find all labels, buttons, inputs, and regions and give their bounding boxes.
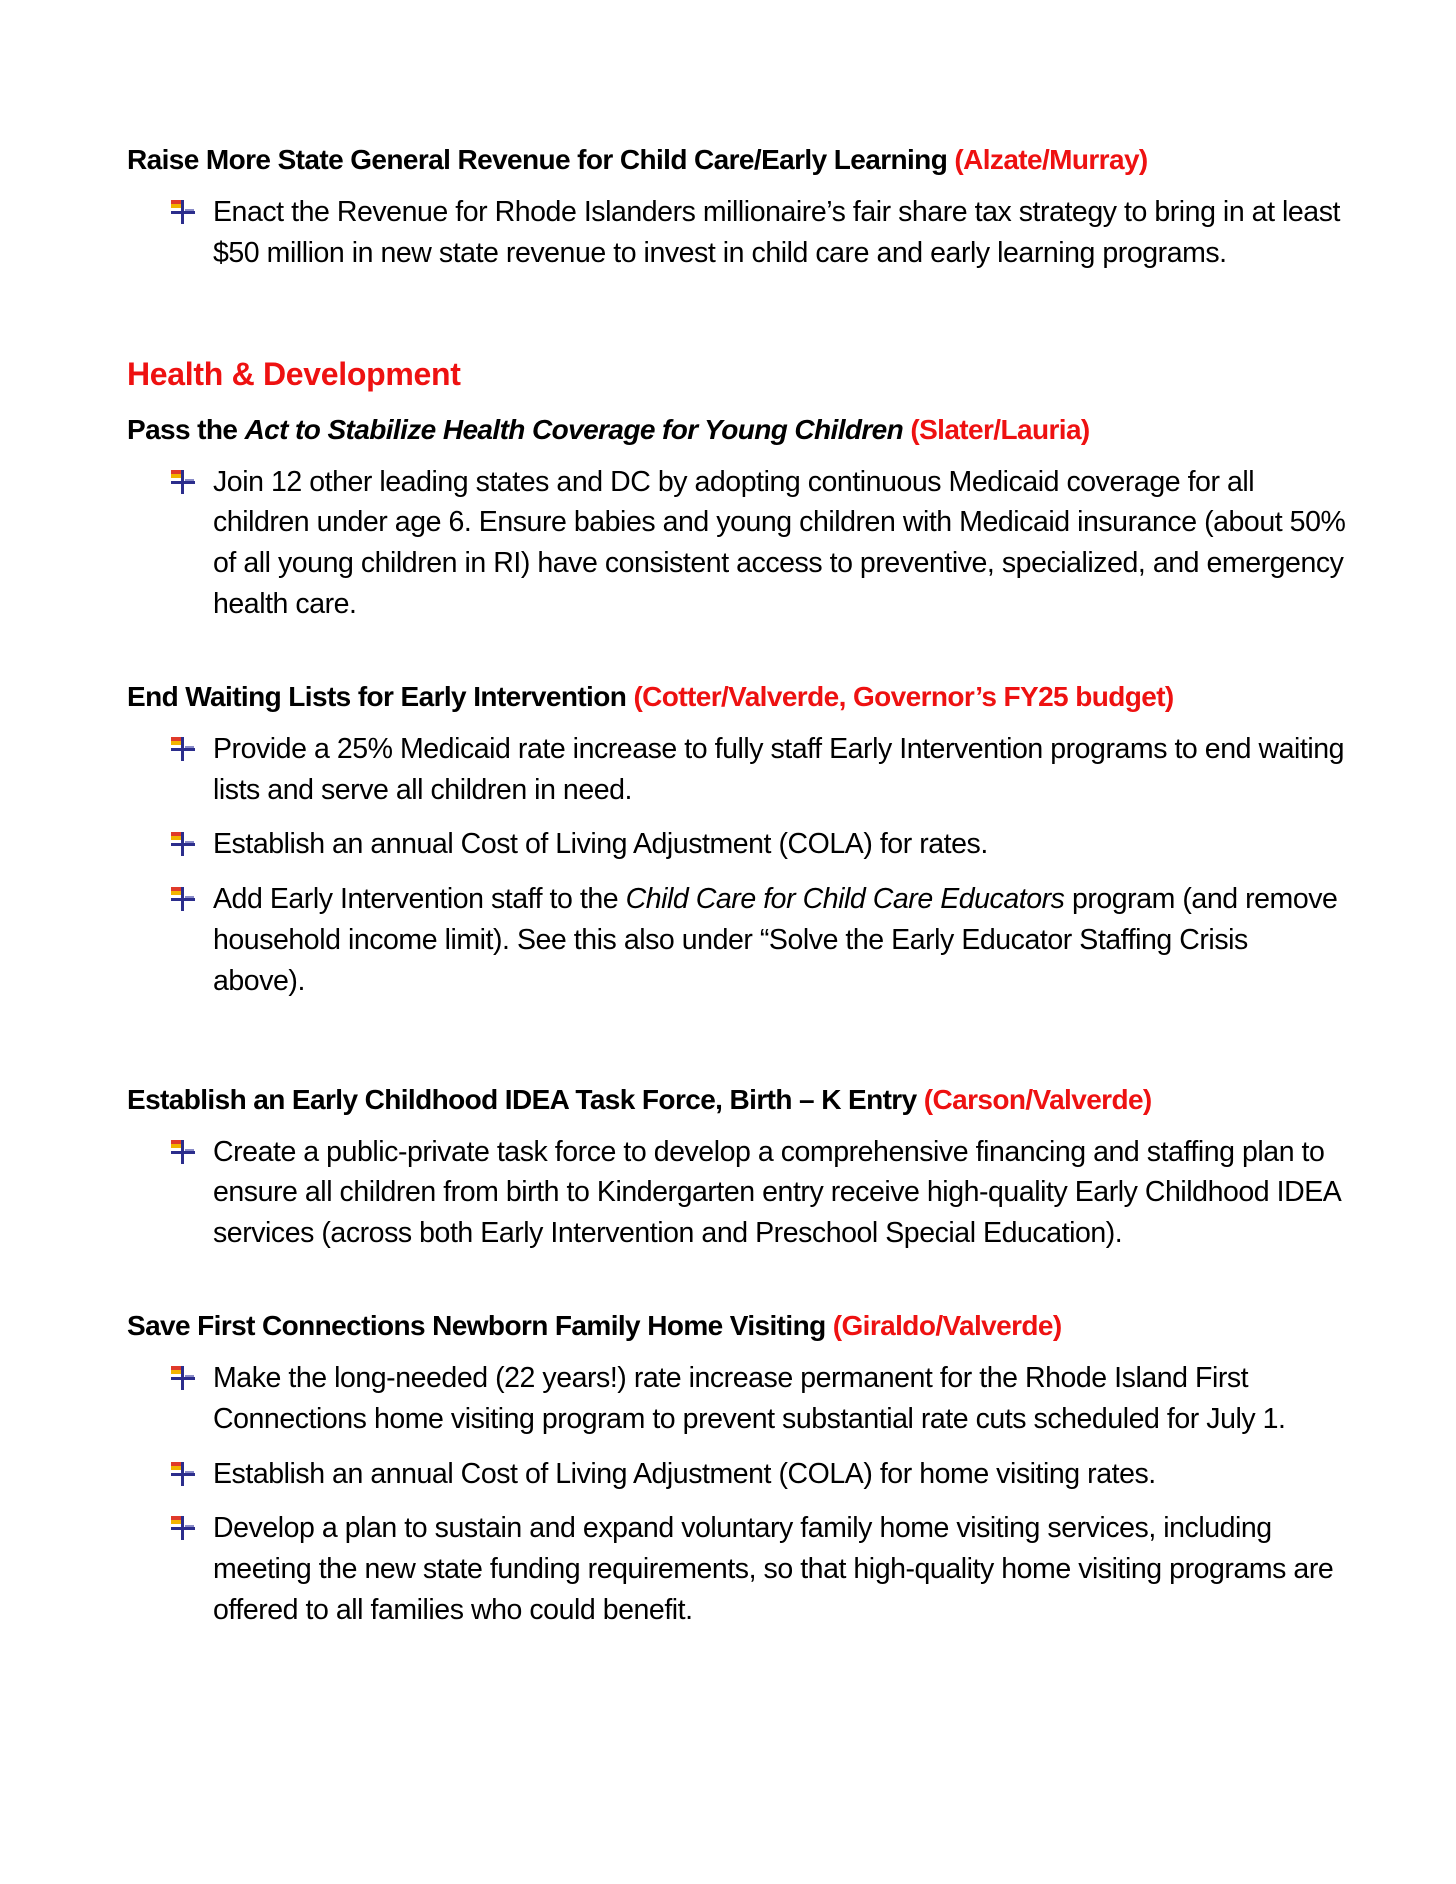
heading-text: Raise More State General Revenue for Child Care/Early Learning xyxy=(127,144,948,175)
bullet-text: Create a public-private task force to develop a comprehensive financing and staffing plan to ensure all children from birth to Kindergarten entry receive high-quality Early Childhood IDEA services (across both Early Intervention and Preschool Special Education). xyxy=(213,1135,1340,1250)
bullet-text: Develop a plan to sustain and expand voluntary family home visiting services, including meeting the new state funding requirements, so that high-quality home visiting programs are offered to all families who could benefit. xyxy=(213,1512,1334,1626)
heading-text: Establish an Early Childhood IDEA Task Force, Birth – K Entry xyxy=(127,1083,917,1115)
list-item xyxy=(127,729,1347,811)
sponsor-label: (Cotter/Valverde, Governor’s FY25 budget) xyxy=(633,680,1174,712)
bullet-text: Enact the Revenue for Rhode Islanders millionaire’s fair share tax strategy to bring in at least $50 million in new state revenue to invest in child care and early learning programs. xyxy=(213,196,1340,269)
cross-bullet-icon xyxy=(171,832,195,856)
sponsor-label: (Slater/Lauria) xyxy=(910,413,1090,445)
bullet-list xyxy=(127,1358,1347,1631)
bullet-list xyxy=(127,192,1347,274)
cross-bullet-icon xyxy=(171,1462,195,1486)
list-item xyxy=(127,1454,1347,1495)
document-content xyxy=(127,140,1347,1631)
heading-health-coverage-act xyxy=(127,410,1347,450)
cross-bullet-icon xyxy=(171,887,195,911)
bullet-text: Establish an annual Cost of Living Adjustment (COLA) for home visiting rates. xyxy=(213,1457,1156,1490)
heading-text: Pass the xyxy=(127,413,238,445)
heading-text: Save First Connections Newborn Family Home Visiting xyxy=(127,1309,826,1341)
bullet-text: program (and remove household income limit). See this also under “Solve the Early Educator Staffing Crisis above). xyxy=(213,883,1338,997)
heading-first-connections xyxy=(127,1306,1347,1346)
cross-bullet-icon xyxy=(171,1366,195,1390)
list-item xyxy=(127,1358,1347,1440)
heading-text: End Waiting Lists for Early Intervention xyxy=(127,680,627,712)
list-item xyxy=(127,1132,1347,1254)
sponsor-label: (Giraldo/Valverde) xyxy=(832,1309,1062,1341)
bullet-list xyxy=(127,729,1347,1002)
heading-idea-task-force xyxy=(127,1080,1347,1120)
cross-bullet-icon xyxy=(171,1140,195,1164)
list-item xyxy=(127,879,1347,1001)
bullet-text: Add Early Intervention staff to the xyxy=(213,883,619,916)
bullet-list xyxy=(127,462,1347,625)
cross-bullet-icon xyxy=(171,470,195,494)
list-item xyxy=(127,824,1347,865)
sponsor-label: (Alzate/Murray) xyxy=(954,144,1148,175)
heading-raise-revenue xyxy=(127,140,1347,180)
bullet-text: Join 12 other leading states and DC by adopting continuous Medicaid coverage for all children under age 6. Ensure babies and young children with Medicaid insurance (about 50% of all young children in RI) have consistent access to preventive, specialized, and emergency health care. xyxy=(213,465,1346,620)
sponsor-label: (Carson/Valverde) xyxy=(923,1083,1152,1115)
act-title: Act to Stabilize Health Coverage for Young Children xyxy=(244,413,904,445)
list-item xyxy=(127,192,1347,274)
bullet-text: Make the long-needed (22 years!) rate increase permanent for the Rhode Island First Connections home visiting program to prevent substantial rate cuts scheduled for July 1. xyxy=(213,1361,1286,1435)
bullet-list xyxy=(127,1132,1347,1254)
cross-bullet-icon xyxy=(171,200,195,224)
cross-bullet-icon xyxy=(171,1516,195,1540)
program-title: Child Care for Child Care Educators xyxy=(625,883,1065,916)
bullet-text: Establish an annual Cost of Living Adjustment (COLA) for rates. xyxy=(213,828,988,861)
heading-early-intervention xyxy=(127,677,1347,717)
section-title: Health & Development xyxy=(127,355,461,392)
bullet-text: Provide a 25% Medicaid rate increase to fully staff Early Intervention programs to end waiting lists and serve all children in need. xyxy=(213,732,1345,806)
list-item xyxy=(127,462,1347,625)
list-item xyxy=(127,1508,1347,1630)
cross-bullet-icon xyxy=(171,737,195,761)
